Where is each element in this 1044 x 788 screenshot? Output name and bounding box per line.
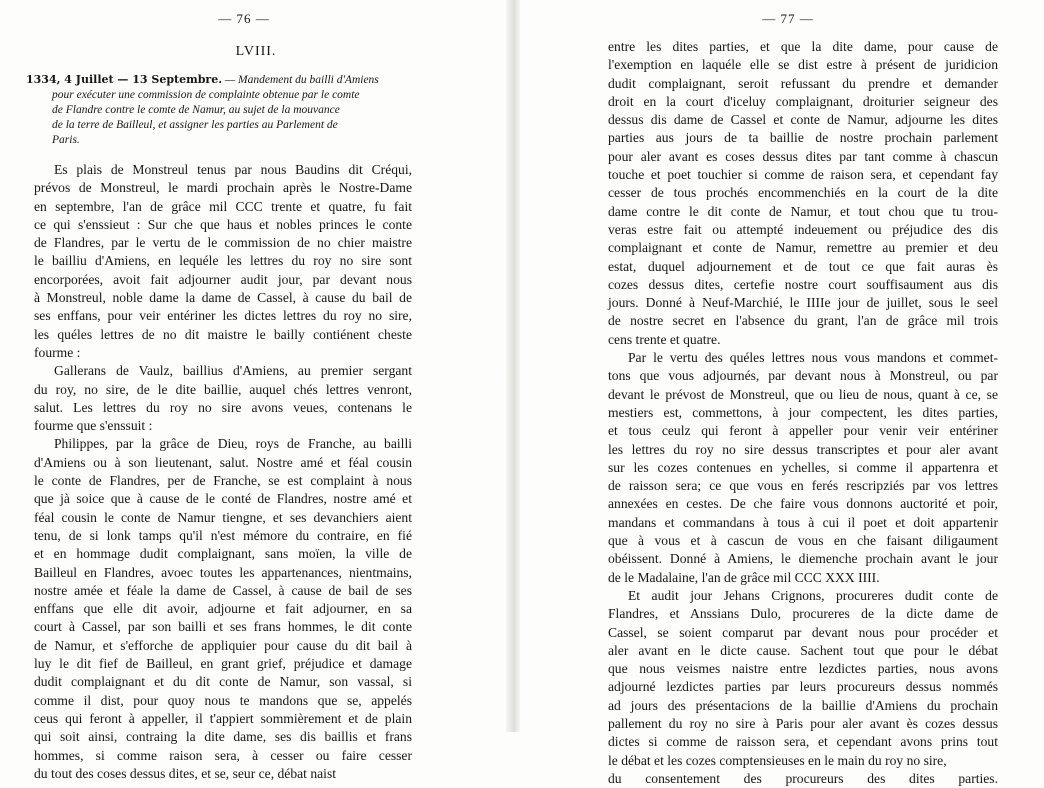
- text-line: touche et poet touchier si comme de raison sera, et cependant fay: [608, 167, 998, 183]
- page-number: — 77 —: [762, 11, 814, 26]
- text-line: tenu, de si lonk tamps qu'il n'est mémore du contraire, en fié: [34, 527, 412, 543]
- text-line: Par le vertu des quéles lettres nous vous mandons et commet-: [628, 350, 998, 366]
- text-line: qui soit ainsi, contraing la dite dame, ses dis baillis et frans: [34, 729, 412, 745]
- text-line: de raisson sera; ce que vous en ferés rescripziés par vos lettres: [608, 478, 998, 494]
- text-line: court à Cassel, par son bailli et ses frans hommes, le dit conte: [34, 619, 412, 635]
- summary-line: de la terre de Bailleul, et assigner les parties au Parlement de: [52, 119, 338, 131]
- text-line: Es plais de Monstreul tenus par nous Baudins dit Créqui,: [54, 162, 412, 177]
- text-line: obéissent. Donné à Amiens, le diemenche prochain avant le jour: [608, 551, 998, 567]
- text-line: dudit complaignant, seroit refussant du prendre et demander: [608, 75, 998, 91]
- text-line: adjourné lezdictes parties par leurs procureurs dessus nommés: [608, 679, 998, 695]
- text-line: aler avant en le dicte cause. Sachent tout que pour le débat: [608, 642, 998, 658]
- text-line: ad jours des présentacions de la baillie d'Amiens du prochain: [608, 697, 998, 713]
- section-title: LVIII.: [235, 44, 277, 59]
- text-line: pour aler avant es coses dessus dites par tant comme à chascun: [608, 148, 998, 164]
- text-line: fourme :: [34, 344, 81, 360]
- text-line: parties aus jours de ta baillie de nostre prochain parlement: [608, 130, 998, 146]
- text-line: et en hommage dudit complaignant, sans moïen, la ville de: [34, 546, 412, 562]
- text-line: dudit complaignant et du dit conte de Namur, son vassal, si: [34, 674, 412, 690]
- text-line: annexées en cestes. De che faire vous donnons auctorité et poir,: [608, 496, 998, 512]
- body-text: [608, 38, 998, 788]
- text-line: ses enffans, pour veir entériner les dictes lettres du roy no sire,: [34, 308, 412, 324]
- text-line: de le Madalaine, l'an de grâce mil CCC XXX IIII.: [608, 569, 880, 585]
- text-line: nostre amée et féale la dame de Cassel, à cause de bail de ses: [34, 582, 412, 598]
- text-line: Flandres, et Anssians Dulo, procureres de la dicte dame de: [608, 606, 998, 622]
- text-line: du tout des coses dessus dites, et se, seur ce, débat naist: [34, 765, 337, 781]
- text-line: enffans que elle dit avoir, adjourne et fait adjourner, en sa: [34, 601, 412, 617]
- text-line: complaignant et conte de Namur, remettre au premier et deu: [608, 240, 998, 256]
- text-line: féal cousin le conte de Namur tiengne, et ses devanchiers aient: [34, 509, 412, 525]
- summary-line: de Flandre contre le comte de Namur, au sujet de la mouvance: [52, 104, 340, 116]
- text-line: prévos de Monstreul, le mardi prochain après le Nostre-Dame: [34, 180, 412, 196]
- text-line: entre les dites parties, et que la dite dame, pour cause de: [608, 39, 998, 54]
- text-line: ceus qui feront à appeller, il t'appiert sommièrement et de plain: [34, 710, 412, 726]
- text-line: à Monstreul, noble dame la dame de Cassel, à cause du bail de: [34, 290, 412, 306]
- text-line: mandans et commandans à tous à cui il poet et doit appartenir: [608, 514, 998, 530]
- text-line: pallement du roy no sire à Paris pour aler avant ès cozes dessus: [608, 715, 998, 731]
- text-line: salut. Les lettres du roy no sire avons veues, contenans le: [34, 399, 412, 415]
- text-line: du consentement des procureurs des dites parties.: [608, 770, 998, 786]
- text-line: dessus dis dame de Cassel et conte de Namur, adjourne les dites: [608, 112, 998, 128]
- text-line: cens trente et quatre.: [608, 331, 721, 347]
- text-line: de Namur, et s'efforche de appliquier pour cause du dit bail à: [34, 637, 412, 653]
- text-line: Philippes, par la grâce de Dieu, roys de Franche, au bailli: [54, 436, 412, 452]
- text-line: luy le dit fief de Bailleul, en grant grief, préjudice et damage: [34, 656, 412, 672]
- text-line: hommes, si comme raison sera, à cesser ou faire cesser: [34, 747, 412, 763]
- text-line: ce qui s'enssieut : Sur che que haus et nobles princes le conte: [34, 216, 412, 232]
- text-line: devant le prévost de Monstreul, que ou lieu de nous, quant à ce, se: [608, 386, 998, 402]
- text-line: le bailliu d'Amiens, en lequéle les lettres du roy no sire sont: [34, 253, 412, 269]
- text-line: Bailleul en Flandres, avoec toutes les appartenances, nientmains,: [34, 564, 412, 580]
- text-line: que jà soice que à cause de le conté de Flandres, nostre amé et: [34, 491, 412, 507]
- text-line: veras estre fait ou attempté indeuement ou préjudice des dis: [608, 221, 998, 237]
- page-number: — 76 —: [218, 11, 270, 26]
- text-line: les quéles lettres de no dit maistre le bailly contiénent cheste: [34, 326, 412, 342]
- text-line: Cassel, se soient comparut par devant nous pour procéder et: [608, 624, 998, 640]
- text-line: Et audit jour Jehans Crignons, procureres dudit conte de: [628, 587, 998, 603]
- text-line: de Flandres, par le vertu de le commission de no chier maistre: [34, 235, 412, 251]
- text-line: jours. Donné à Neuf-Marchié, le IIIIe jour de juillet, sous le seel: [608, 295, 998, 311]
- text-line: sur les cozes contenues en ychelles, si comme il appartenra et: [608, 459, 998, 475]
- text-line: cozes dessus dites, certefie nostre court souffisaument aus dis: [608, 276, 998, 292]
- text-line: mestiers est, commettons, à jour compectent, les dites parties,: [608, 404, 998, 420]
- text-line: droit en la court d'iceluy complaignant, droiturier seigneur des: [608, 93, 998, 109]
- summary-date: 1334, 4 Juillet — 13 Septembre.: [26, 73, 223, 86]
- document-summary: [26, 72, 406, 148]
- right-page: [512, 0, 1024, 786]
- text-line: et tous ceulz qui feront à appeller pour venir veir entériner: [608, 423, 998, 439]
- summary-line: — Mandement du bailli d'Amiens: [224, 74, 379, 86]
- text-line: dictes si comme de raisson sera, et cependant avons prins tout: [608, 734, 998, 750]
- text-line: l'exemption en laquéle elle se dist estre à présent de juridicion: [608, 57, 998, 73]
- summary-line: Paris.: [52, 134, 80, 146]
- text-line: que nous veismes naistre entre lezdictes parties, nous avons: [608, 661, 998, 677]
- text-line: dame contre le dit conte de Namur, et tout chou que tu trou-: [608, 203, 998, 219]
- text-line: le conte de Flandres, per de Franche, se est complaint à nous: [34, 473, 412, 489]
- text-line: estat, duquel adjournement et de tout ce que fait auras ès: [608, 258, 998, 274]
- text-line: d'Amiens ou à son lieutenant, salut. Nostre amé et féal cousin: [34, 454, 412, 470]
- text-line: le débat et les cozes comptensieuses en le main du roy no sire,: [608, 752, 947, 768]
- text-line: Gallerans de Vaulz, baillius d'Amiens, au premier sergant: [54, 363, 412, 379]
- text-line: que à vous et à cascun de vous en che faisant diligaument: [608, 533, 998, 549]
- text-line: comme il dist, pour quoy nous te mandons que se, appelés: [34, 692, 412, 708]
- summary-line: pour exécuter une commission de complainte obtenue par le comte: [52, 89, 360, 101]
- text-line: de nostre secret en l'absence du grant, l'an de grâce mil trois: [608, 313, 998, 329]
- body-text: [34, 161, 412, 783]
- text-line: les lettres du roy no sire dessus transcriptes et pour aler avant: [608, 441, 998, 457]
- text-line: cesser de tous prochés encommenchiés en la court de la dite: [608, 185, 998, 201]
- text-line: encorporées, avoit fait adjourner audit jour, par devant nous: [34, 271, 412, 287]
- text-line: fourme que s'enssuit :: [34, 418, 153, 434]
- text-line: du roy, no sire, de le dite baillie, auquel chés lettres venront,: [34, 381, 412, 397]
- text-line: en septembre, l'an de grâce mil CCC trente et quatre, fu fait: [34, 198, 412, 214]
- left-page: [0, 0, 512, 781]
- text-line: tons que vous adjournés, par devant nous à Monstreul, ou par: [608, 368, 998, 384]
